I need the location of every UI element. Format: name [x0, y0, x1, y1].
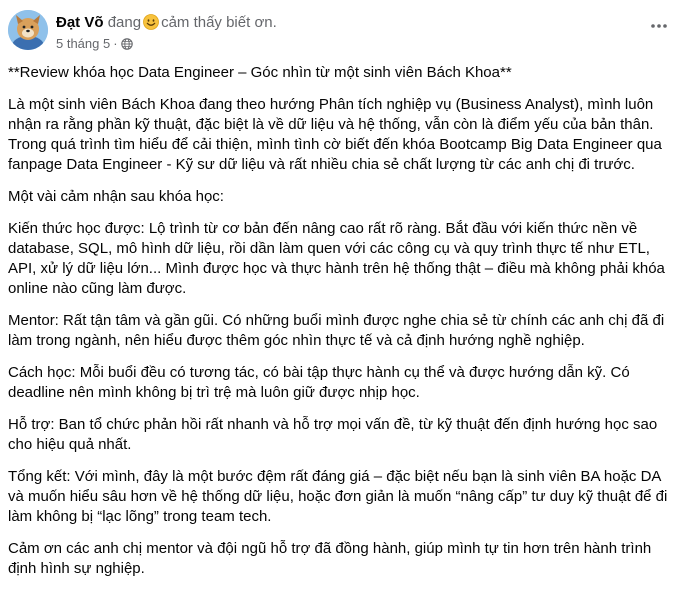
separator-dot: · [113, 36, 118, 51]
feeling-prefix: đang [107, 14, 142, 31]
feeling-text[interactable]: cảm thấy biết ơn. [161, 14, 277, 31]
author-line [56, 14, 277, 32]
post-timestamp[interactable]: 5 tháng 5 [56, 36, 111, 51]
support-paragraph: Hỗ trợ: Ban tổ chức phản hồi rất nhanh và hỗ trợ mọi vấn đề, từ kỹ thuật đến định hướng học sao cho hiệu quả nhất. [8, 416, 658, 453]
thanks-paragraph: Cảm ơn các anh chị mentor và đội ngũ hỗ trợ đã đồng hành, giúp mình tự tin hơn trên hành trình định hình sự nghiệp. [8, 540, 652, 577]
post-header [8, 8, 675, 56]
mentor-paragraph: Mentor: Rất tận tâm và gần gũi. Có những buổi mình được nghe chia sẻ từ chính các anh chị đã đi làm trong ngành, nên hiểu được thêm góc nhìn thực tế và cả định hướng nghề nghiệp. [8, 312, 665, 349]
post-title-paragraph: **Review khóa học Data Engineer – Góc nhìn từ một sinh viên Bách Khoa** [8, 64, 512, 81]
post-content [8, 63, 676, 591]
summary-paragraph: Tổng kết: Với mình, đây là một bước đệm rất đáng giá – đặc biệt nếu bạn là sinh viên BA hoặc DA và muốn hiểu sâu hơn về hệ thống dữ liệu, hoặc đơn giản là muốn “nâng cấp” tư duy kỹ thuật để đi làm không bị “lạc lõng” trong team tech. [8, 468, 668, 525]
knowledge-paragraph: Kiến thức học được: Lộ trình từ cơ bản đến nâng cao rất rõ ràng. Bắt đầu với kiến thức nền về database, SQL, mô hình dữ liệu, rồi dần làm quen với các công cụ và quy trình thực tế như ETL, API, xử lý dữ liệu lớn... Mình được học và thực hành trên hệ thống thật – điều mà không phải khóa online nào cũng làm được. [8, 220, 665, 297]
avatar[interactable] [8, 10, 48, 50]
post-meta [56, 36, 133, 51]
smile-emoji-icon [143, 14, 159, 30]
more-options-icon [650, 23, 668, 29]
author-name[interactable]: Đạt Võ [56, 14, 104, 31]
more-options-button[interactable] [647, 14, 671, 38]
intro-paragraph: Là một sinh viên Bách Khoa đang theo hướng Phân tích nghiệp vụ (Business Analyst), mình luôn nhận ra rằng phần kỹ thuật, đặc biệt là về dữ liệu và hệ thống, vẫn còn là điểm yếu của bản thân. Trong quá trình tìm hiểu để cải thiện, mình tình cờ biết đến khóa Bootcamp Big Data Engineer qua fanpage Data Engineer - Kỹ sư dữ liệu và rất nhiều chia sẻ chất lượng từ các anh chị đi trước. [8, 96, 662, 173]
globe-icon[interactable] [121, 38, 133, 50]
learning-method-paragraph: Cách học: Mỗi buổi đều có tương tác, có bài tập thực hành cụ thể và được hướng dẫn kỹ. Có deadline nên mình không bị trì trệ mà luôn giữ được nhịp học. [8, 364, 630, 401]
avatar-image [8, 10, 48, 50]
impressions-heading: Một vài cảm nhận sau khóa học: [8, 188, 224, 205]
